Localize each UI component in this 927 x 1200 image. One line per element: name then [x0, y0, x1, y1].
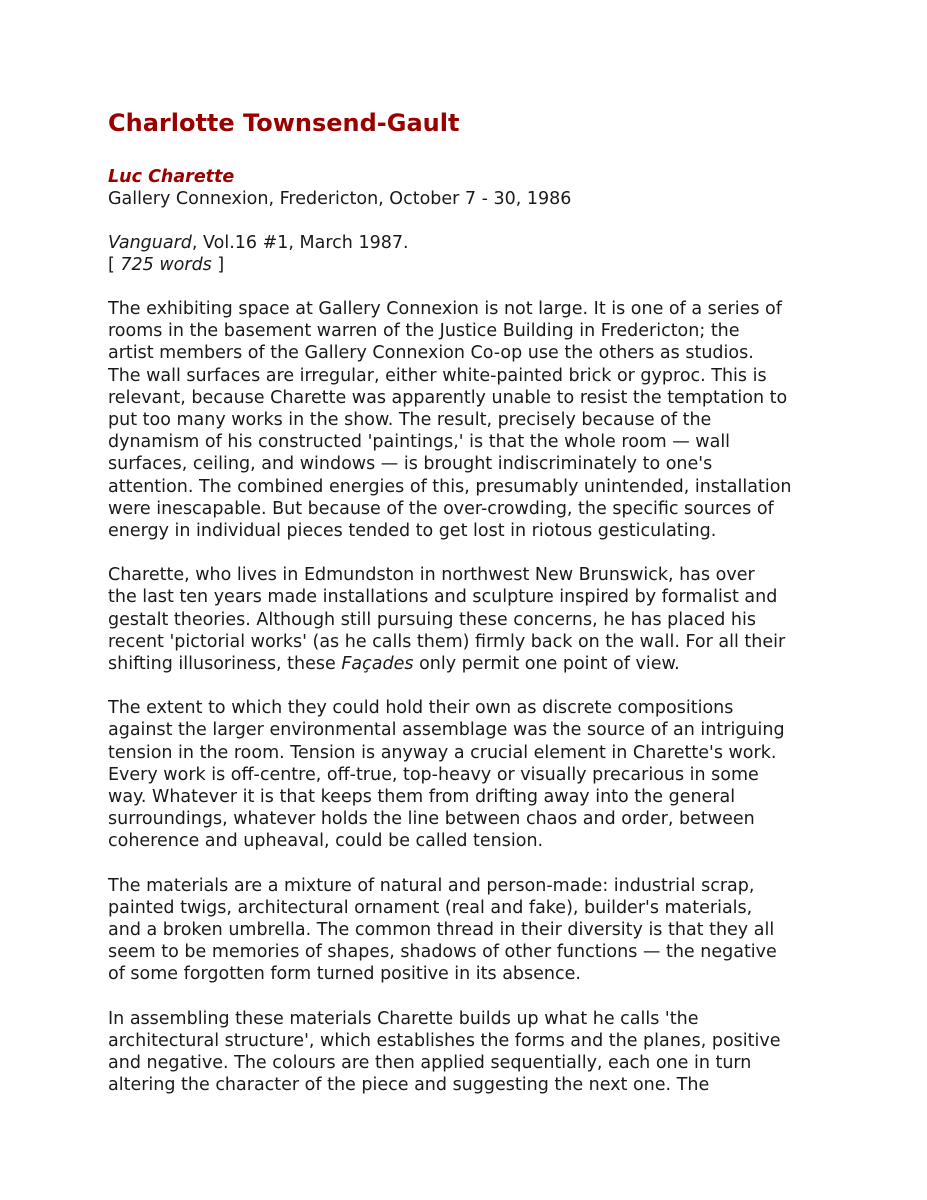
exhibition-venue: Gallery Connexion, Fredericton, October 7 - 30, 1986 [108, 189, 572, 209]
author-heading: Charlotte Townsend-Gault [108, 109, 460, 137]
publication-details: , Vol.16 #1, March 1987. [191, 233, 409, 253]
text-line: rooms in the basement warren of the Justice Building in Fredericton; the [108, 321, 740, 342]
paragraph-1 [108, 298, 823, 542]
text-line: The materials are a mixture of natural and person-made: industrial scrap, [108, 875, 755, 896]
text-line: Every work is off-centre, off-true, top-heavy or visually precarious in some [108, 764, 759, 785]
text-line: and negative. The colours are then applied sequentially, each one in turn [108, 1053, 752, 1074]
text-line: recent 'pictorial works' (as he calls them) firmly back on the wall. For all their [108, 631, 786, 652]
text-line: surroundings, whatever holds the line between chaos and order, between [108, 809, 755, 830]
exhibition-info [108, 166, 823, 210]
artwork-title: Façades [341, 654, 414, 675]
text-line: way. Whatever it is that keeps them from drifting away into the general [108, 787, 736, 808]
paragraph-3 [108, 697, 823, 852]
article [108, 108, 823, 1119]
text-line: the last ten years made installations and sculpture inspired by formalist and [108, 587, 778, 608]
word-count-line [108, 254, 823, 276]
text-line: dynamism of his constructed 'paintings,' is that the whole room — wall [108, 432, 731, 453]
text-line: relevant, because Charette was apparently unable to resist the temptation to [108, 387, 788, 408]
text-line: architectural structure', which establishes the forms and the planes, positive [108, 1030, 781, 1051]
paragraph-4 [108, 875, 823, 986]
article-body [108, 298, 823, 1097]
word-count: 725 words [120, 255, 212, 275]
text-line: Charette, who lives in Edmundston in northwest New Brunswick, has over [108, 565, 755, 586]
text-line [108, 653, 823, 675]
text-fragment: shifting illusoriness, these [108, 654, 342, 675]
text-line: and a broken umbrella. The common thread in their diversity is that they all [108, 920, 775, 941]
text-line: coherence and upheaval, could be called tension. [108, 831, 544, 852]
word-count-open: [ [108, 255, 121, 275]
word-count-close: ] [211, 255, 225, 275]
text-line: painted twigs, architectural ornament (real and fake), builder's materials, [108, 897, 753, 918]
text-line: energy in individual pieces tended to get lost in riotous gesticulating. [108, 521, 717, 542]
text-fragment: only permit one point of view. [413, 654, 680, 675]
text-line: The wall surfaces are irregular, either white-painted brick or gyproc. This is [108, 365, 767, 386]
text-line: were inescapable. But because of the over-crowding, the specific sources of [108, 498, 774, 519]
artist-name: Luc Charette [108, 167, 235, 187]
text-line: surfaces, ceiling, and windows — is brought indiscriminately to one's [108, 454, 713, 475]
text-line: gestalt theories. Although still pursuing these concerns, he has placed his [108, 609, 756, 630]
text-line: of some forgotten form turned positive in its absence. [108, 964, 581, 985]
journal-name: Vanguard [108, 233, 192, 253]
text-line: attention. The combined energies of this, presumably unintended, installation [108, 476, 792, 497]
paragraph-2 [108, 564, 823, 675]
text-line: artist members of the Gallery Connexion Co-op use the others as studios. [108, 343, 754, 364]
text-line: put too many works in the show. The result, precisely because of the [108, 410, 712, 431]
text-line: seem to be memories of shapes, shadows of other functions — the negative [108, 942, 777, 963]
text-line: tension in the room. Tension is anyway a crucial element in Charette's work. [108, 742, 777, 763]
paragraph-5 [108, 1008, 823, 1097]
text-line: The exhibiting space at Gallery Connexion is not large. It is one of a series of [108, 299, 782, 319]
text-line: In assembling these materials Charette builds up what he calls 'the [108, 1008, 699, 1029]
publication-info [108, 232, 823, 276]
text-line: against the larger environmental assemblage was the source of an intriguing [108, 720, 785, 741]
text-line: The extent to which they could hold their own as discrete compositions [108, 698, 734, 719]
publication-line [108, 232, 823, 254]
text-line: altering the character of the piece and suggesting the next one. The [108, 1075, 710, 1096]
